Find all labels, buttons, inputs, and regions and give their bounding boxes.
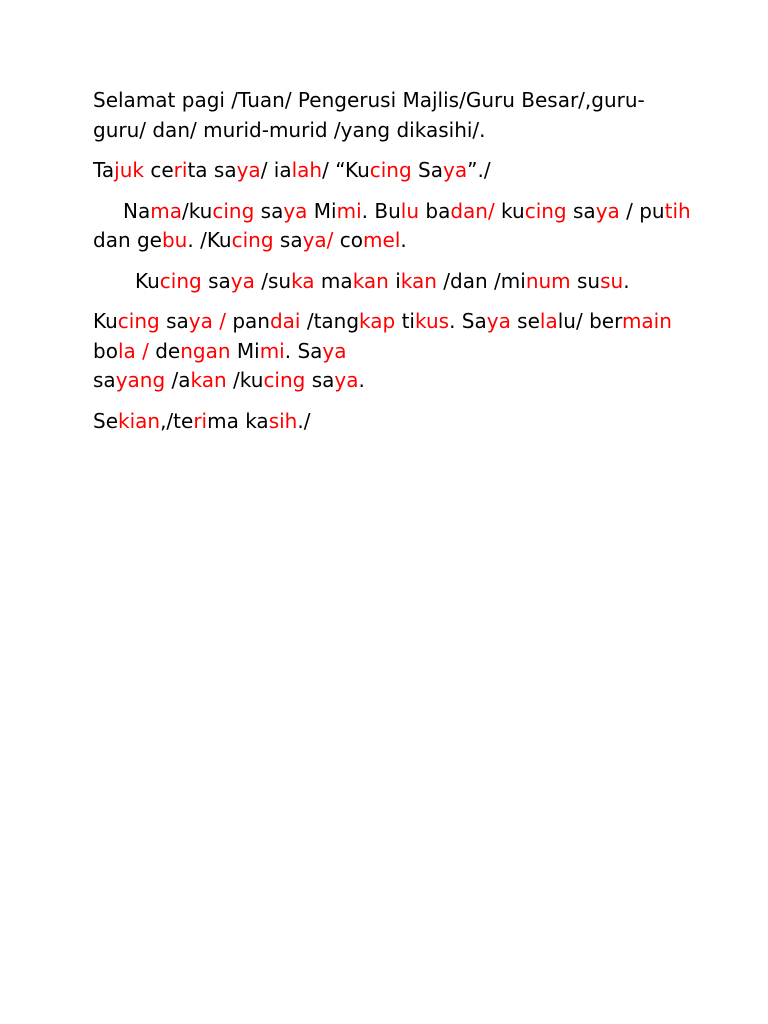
text-segment: /su bbox=[254, 268, 292, 293]
highlighted-syllable: cing bbox=[524, 198, 567, 223]
paragraph-4 bbox=[93, 267, 693, 297]
text-segment: sa bbox=[254, 198, 284, 223]
text-segment: Selamat pagi /Tuan/ Pengerusi Majlis/Guru Besar/,guru-guru/ dan/ murid-murid /yang dikasihi/. bbox=[93, 88, 645, 142]
text-segment: / “Ku bbox=[322, 158, 370, 182]
text-segment: ”./ bbox=[467, 158, 491, 182]
text-segment: Mi bbox=[307, 198, 337, 223]
text-segment: ./ bbox=[297, 408, 311, 433]
highlighted-syllable: kan bbox=[352, 268, 389, 293]
highlighted-syllable: mi bbox=[259, 338, 285, 363]
highlighted-syllable: cing bbox=[159, 268, 202, 293]
text-segment: . bbox=[358, 368, 365, 392]
text-segment: /a bbox=[165, 368, 191, 392]
highlighted-syllable: ya bbox=[486, 309, 511, 333]
text-segment: . Bu bbox=[361, 198, 401, 223]
text-segment: / pu bbox=[619, 198, 665, 223]
text-segment: sa bbox=[201, 268, 231, 293]
paragraph-2 bbox=[93, 156, 693, 186]
highlighted-syllable: cing bbox=[231, 228, 274, 252]
text-segment: sa bbox=[273, 228, 303, 252]
text-segment: sa bbox=[93, 368, 116, 392]
text-segment: /ku bbox=[181, 198, 213, 223]
highlighted-syllable: cing bbox=[212, 198, 255, 223]
text-segment: ,/te bbox=[160, 408, 194, 433]
highlighted-syllable: ma bbox=[150, 198, 182, 223]
text-segment: co bbox=[333, 228, 364, 252]
text-segment: ma ka bbox=[207, 408, 269, 433]
text-segment: sa bbox=[159, 309, 189, 333]
text-segment: Na bbox=[123, 198, 151, 223]
highlighted-syllable: sih bbox=[268, 408, 298, 433]
highlighted-syllable: lah bbox=[291, 158, 323, 182]
text-segment: ba bbox=[419, 198, 451, 223]
highlighted-syllable: ya bbox=[334, 368, 359, 392]
highlighted-syllable: bu bbox=[161, 228, 188, 252]
highlighted-syllable: dan/ bbox=[450, 198, 495, 223]
highlighted-syllable: mi bbox=[336, 198, 362, 223]
highlighted-syllable: ya bbox=[230, 268, 255, 293]
highlighted-syllable: mel bbox=[363, 228, 401, 252]
highlighted-syllable: ya bbox=[443, 158, 468, 182]
text-segment: . bbox=[623, 268, 630, 293]
text-segment: se bbox=[510, 309, 540, 333]
highlighted-syllable: juk bbox=[114, 158, 144, 182]
highlighted-syllable: ri bbox=[173, 158, 188, 182]
highlighted-syllable: num bbox=[525, 268, 571, 293]
text-segment: Mi bbox=[230, 338, 260, 363]
text-segment: Ku bbox=[135, 268, 160, 293]
text-segment: . Sa bbox=[449, 309, 487, 333]
text-segment: su bbox=[570, 268, 601, 293]
text-segment: Sa bbox=[411, 158, 443, 182]
text-segment: Ta bbox=[93, 158, 115, 182]
highlighted-syllable: ya bbox=[236, 158, 261, 182]
text-segment: . bbox=[400, 228, 407, 252]
paragraph-3 bbox=[93, 197, 698, 256]
highlighted-syllable: ya bbox=[322, 338, 347, 363]
highlighted-syllable: cing bbox=[117, 309, 160, 333]
text-segment: /ku bbox=[226, 368, 264, 392]
highlighted-syllable: ya bbox=[283, 198, 308, 223]
text-segment: ce bbox=[144, 158, 174, 182]
text-segment: ma bbox=[314, 268, 353, 293]
highlighted-syllable: la / bbox=[117, 338, 149, 363]
text-segment: pan bbox=[225, 309, 270, 333]
highlighted-syllable: ri bbox=[193, 408, 208, 433]
paragraph-6 bbox=[93, 407, 693, 437]
highlighted-syllable: cing bbox=[263, 368, 306, 392]
text-segment: /tang bbox=[300, 309, 360, 333]
document-page bbox=[93, 86, 698, 447]
text-segment: i bbox=[388, 268, 401, 293]
highlighted-syllable: kan bbox=[400, 268, 437, 293]
text-segment: / ia bbox=[260, 158, 292, 182]
highlighted-syllable: tih bbox=[664, 198, 691, 223]
text-segment: sa bbox=[305, 368, 335, 392]
text-segment: dan ge bbox=[93, 198, 698, 252]
text-segment: . /Ku bbox=[187, 228, 232, 252]
text-segment: sa bbox=[566, 198, 596, 223]
highlighted-syllable: lu bbox=[400, 198, 420, 223]
text-segment: . Sa bbox=[284, 338, 323, 363]
highlighted-syllable: ya bbox=[595, 198, 620, 223]
text-segment: Ku bbox=[93, 309, 118, 333]
paragraph-5 bbox=[93, 307, 693, 396]
highlighted-syllable: ngan bbox=[180, 338, 231, 363]
highlighted-syllable: kian bbox=[118, 408, 161, 433]
highlighted-syllable: su bbox=[600, 268, 624, 293]
highlighted-syllable: ya / bbox=[188, 309, 226, 333]
highlighted-syllable: dai bbox=[269, 309, 301, 333]
highlighted-syllable: ka bbox=[291, 268, 315, 293]
text-segment: bo bbox=[93, 309, 679, 363]
text-segment: lu/ ber bbox=[557, 309, 622, 333]
text-segment: Se bbox=[93, 408, 118, 433]
highlighted-syllable: ya/ bbox=[302, 228, 334, 252]
highlighted-syllable: la bbox=[539, 309, 558, 333]
highlighted-syllable: kap bbox=[359, 309, 396, 333]
text-segment: ti bbox=[395, 309, 415, 333]
text-segment: ta sa bbox=[187, 158, 237, 182]
text-segment: de bbox=[148, 338, 181, 363]
highlighted-syllable: cing bbox=[369, 158, 412, 182]
text-segment: ku bbox=[494, 198, 525, 223]
paragraph-1 bbox=[93, 86, 693, 145]
highlighted-syllable: kus bbox=[415, 309, 450, 333]
highlighted-syllable: main bbox=[621, 309, 672, 333]
text-segment: /dan /mi bbox=[436, 268, 526, 293]
highlighted-syllable: kan bbox=[190, 368, 227, 392]
highlighted-syllable: yang bbox=[115, 368, 166, 392]
